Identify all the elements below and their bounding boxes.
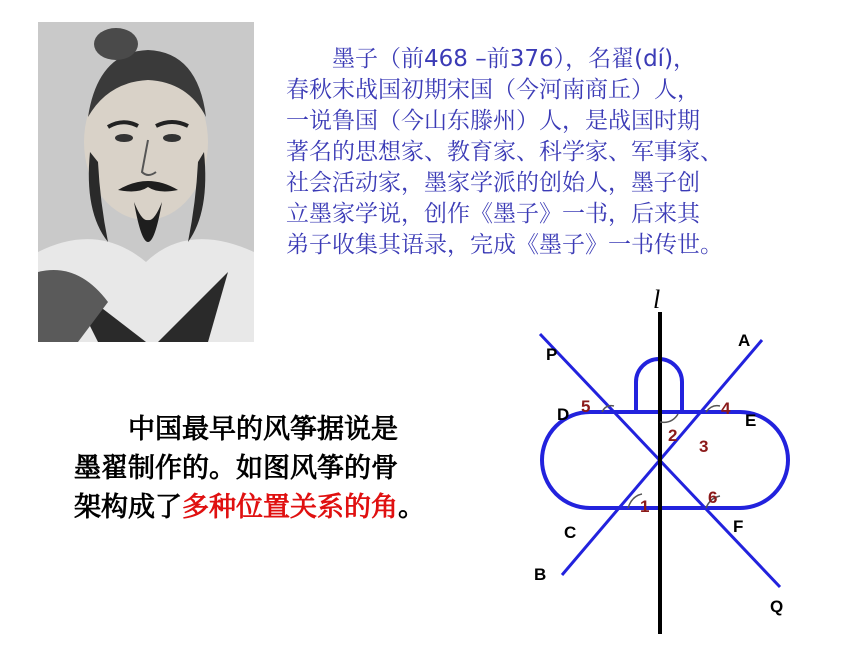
point-d: D xyxy=(557,405,570,424)
kite-caption xyxy=(74,410,494,527)
caption-highlight: 多种位置关系的角 xyxy=(182,492,398,523)
caption-line xyxy=(74,488,494,527)
angle-4: 4 xyxy=(721,399,731,418)
angle-1: 1 xyxy=(640,497,650,516)
point-e: E xyxy=(745,411,757,430)
caption-text: 架构成了 xyxy=(74,492,182,523)
biography-text xyxy=(286,44,846,261)
angle-2: 2 xyxy=(668,426,678,445)
bio-line: 一说鲁国（今山东滕州）人，是战国时期 xyxy=(286,108,700,134)
kite-diagram xyxy=(500,282,860,642)
bio-line: 社会活动家，墨家学派的创始人，墨子创 xyxy=(286,170,700,196)
bio-line: 立墨家学说，创作《墨子》一书，后来其 xyxy=(286,201,700,227)
angle-6: 6 xyxy=(708,488,718,507)
caption-line: 墨翟制作的。如图风筝的骨 xyxy=(74,453,398,484)
angle-5: 5 xyxy=(581,397,591,416)
point-c: C xyxy=(564,523,577,542)
point-b: B xyxy=(534,565,547,584)
angle-3: 3 xyxy=(699,437,709,456)
bio-line: 春秋末战国初期宋国（今河南商丘）人， xyxy=(286,77,700,103)
bio-line: 著名的思想家、教育家、科学家、军事家、 xyxy=(286,139,723,165)
line-label-l: l xyxy=(653,285,661,314)
bio-line: 墨子（前468 –前376），名翟(dí)， xyxy=(286,46,697,72)
point-f: F xyxy=(733,517,744,536)
point-a: A xyxy=(738,331,751,350)
mozi-portrait xyxy=(38,22,254,342)
point-q: Q xyxy=(770,597,784,616)
point-p: P xyxy=(546,345,558,364)
bio-line: 弟子收集其语录，完成《墨子》一书传世。 xyxy=(286,232,723,258)
caption-line: 中国最早的风筝据说是 xyxy=(74,414,398,445)
caption-text: 。 xyxy=(398,492,425,523)
